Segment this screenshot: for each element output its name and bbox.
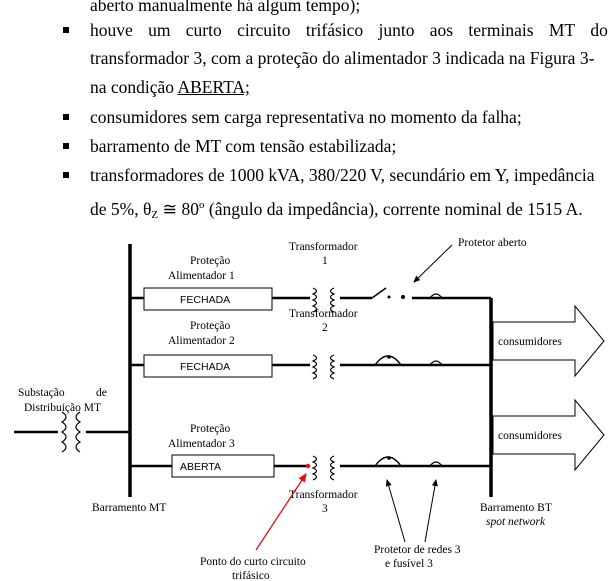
fuse-arrow xyxy=(425,480,436,542)
protection-1-label: Proteção xyxy=(190,255,231,267)
fault-point-icon xyxy=(306,464,310,468)
switch-contact-icon xyxy=(401,295,405,299)
state-label-2: FECHADA xyxy=(180,361,231,373)
underlined-word: ABERTA; xyxy=(177,77,250,97)
feeder-3 xyxy=(130,455,491,480)
consumers-label-1: consumidores xyxy=(498,336,562,348)
substation-label: Substação xyxy=(18,387,65,399)
bullet-1-line-3: na condição ABERTA; xyxy=(90,77,250,97)
network-protector-label: Protetor de redes 3 xyxy=(374,544,461,556)
svg-text:de: de xyxy=(96,387,107,399)
svg-text:Alimentador 3: Alimentador 3 xyxy=(168,438,235,450)
bullet-1-line-2: transformador 3, com a proteção do alimentador 3 indicada na Figura 3- xyxy=(90,48,595,68)
bt-bus-label: Barramento BT xyxy=(480,502,552,514)
svg-text:2: 2 xyxy=(322,322,328,334)
svg-text:e fusível 3: e fusível 3 xyxy=(385,558,433,570)
substation-transformer-icon xyxy=(62,412,80,452)
transformer-3-label: Transformador xyxy=(289,489,358,501)
open-protector-label: Protetor aberto xyxy=(458,237,527,249)
consumers-label-2: consumidores xyxy=(498,430,562,442)
transformer-3-icon xyxy=(313,456,334,480)
bullet-1-line-1: houve um curto circuito trifásico junto aos terminais MT do xyxy=(90,20,608,40)
svg-text:1: 1 xyxy=(322,255,328,267)
fault-point-label: Ponto do curto circuito xyxy=(200,556,306,568)
open-protector-arrow xyxy=(414,245,452,282)
svg-text:Alimentador 1: Alimentador 1 xyxy=(168,270,235,282)
svg-text:Distribuição MT: Distribuição MT xyxy=(24,402,101,414)
transformer-1-label: Transformador xyxy=(289,241,358,253)
bullet-2: consumidores sem carga representativa no momento da falha; xyxy=(90,107,522,127)
open-switch-icon xyxy=(372,288,386,298)
protection-3-label: Proteção xyxy=(190,423,231,435)
mt-bus-label: Barramento MT xyxy=(92,502,167,514)
state-label-1: FECHADA xyxy=(180,294,231,306)
svg-text:3: 3 xyxy=(322,503,328,515)
protection-2-label: Proteção xyxy=(190,320,231,332)
state-label-3: ABERTA xyxy=(180,461,222,473)
spot-network-label: spot network xyxy=(486,516,546,528)
feeder-2 xyxy=(130,355,491,379)
bullet-4-line-1: transformadores de 1000 kVA, 380/220 V, secundário em Y, impedância xyxy=(90,165,595,185)
text-line-top: aberto manualmente há algum tempo); xyxy=(90,0,361,15)
fault-arrow xyxy=(256,474,306,550)
transformer-2-label: Transformador xyxy=(289,308,358,320)
svg-text:Alimentador 2: Alimentador 2 xyxy=(168,335,235,347)
bullet-4-line-2: de 5%, $\theta_Z$ ≅ 80$^o$ (ângulo da impedância), corrente nominal de 1515 A. xyxy=(90,199,583,221)
transformer-2-icon xyxy=(313,355,334,379)
bullet-3: barramento de MT com tensão estabilizada; xyxy=(90,136,397,156)
protector-arrow xyxy=(387,480,405,542)
svg-text:trifásico: trifásico xyxy=(232,570,270,581)
